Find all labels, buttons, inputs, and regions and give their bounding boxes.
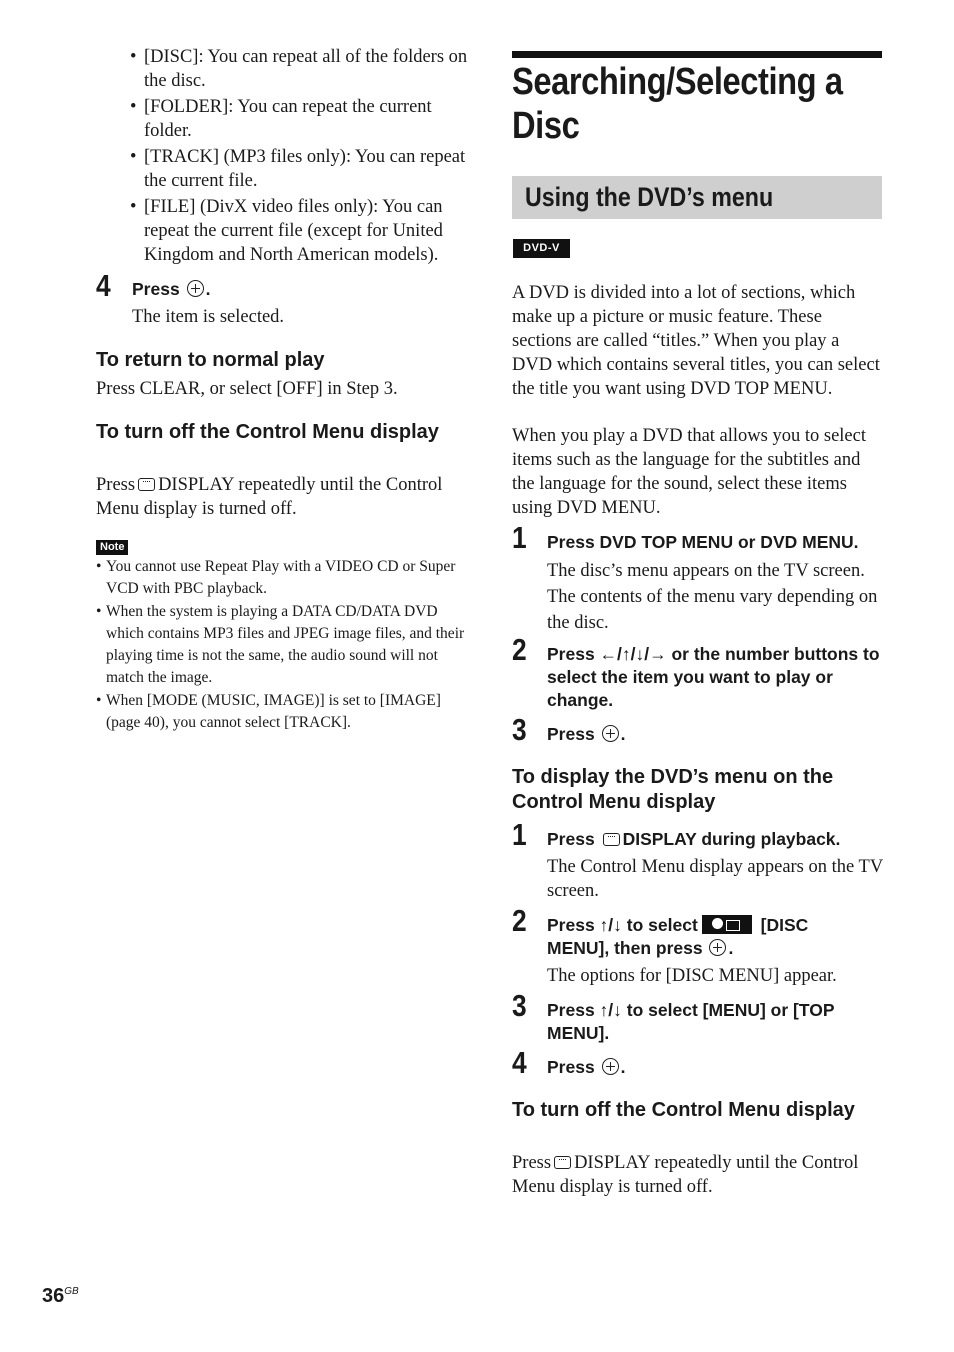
title-rule [512,51,882,58]
step-instruction: Press ↑/↓ to select [DISC MENU], then press . [547,915,809,958]
step-number: 4 [512,1045,527,1080]
note-item: • When [MODE (MUSIC, IMAGE)] is set to [IMAGE] (page 40), you cannot select [TRACK]. [96,690,468,734]
step-number: 3 [512,988,527,1023]
step-instruction: Press . [547,724,626,744]
bullet-text: [DISC]: You can repeat all of the folders on the disc. [144,47,468,91]
display-button-icon [554,1156,571,1169]
page-title: Searching/Selecting a Disc [512,61,843,147]
bullet-item: • [DISC]: You can repeat all of the folders on the disc. [130,45,470,93]
note-text: When the system is playing a DATA CD/DATA DVD which contains MP3 files and JPEG image files, and their playing time is not the same, the audio sound will not match the image. [106,603,465,686]
dvd-v-badge: DVD-V [513,239,570,258]
intro-paragraph: A DVD is divided into a lot of sections, which make up a picture or music feature. These sections are called “titles.” When you play a DVD which contains several titles, you can select the title you want using DVD TOP MENU. [512,283,880,399]
section-band [512,176,882,219]
bullet-item: • [FOLDER]: You can repeat the current folder. [130,95,470,143]
step-number: 2 [512,632,527,667]
step-result: The item is selected. [132,307,285,327]
intro-paragraph: When you play a DVD that allows you to select items such as the language for the subtitles and the language for the sound, select these items using DVD MENU. [512,426,866,518]
return-heading: To return to normal play [96,349,325,371]
bullet-item: • [TRACK] (MP3 files only): You can repeat the current file. [130,145,470,193]
display-button-icon [603,833,620,846]
step-number: 3 [512,712,527,747]
return-body: Press CLEAR, or select [OFF] in Step 3. [96,379,398,399]
step-number: 1 [512,520,527,555]
step-result: The disc’s menu appears on the TV screen. The contents of the menu vary depending on the disc. [547,561,878,633]
note-item: • You cannot use Repeat Play with a VIDEO CD or Super VCD with PBC playback. [96,556,468,600]
enter-button-icon [709,939,726,956]
turnoff-heading: To turn off the Control Menu display [512,1099,855,1121]
step-instruction: Press . [132,279,211,299]
step-number: 4 [96,268,111,303]
step-instruction: Press DVD TOP MENU or DVD MENU. [547,532,859,552]
turnoff-body: Press DISPLAY repeatedly until the Control Menu display is turned off. [512,1153,859,1197]
bullet-text: [TRACK] (MP3 files only): You can repeat the current file. [144,147,466,191]
turnoff-heading: To turn off the Control Menu display [96,421,439,443]
section-title: Using the DVD’s menu [525,182,774,212]
step-instruction: Press DISPLAY during playback. [547,829,841,849]
note-item: • When the system is playing a DATA CD/DATA DVD which contains MP3 files and JPEG image files, and their playing time is not the same, the audio sound will not match the image. [96,601,468,689]
step-instruction: Press ↑/↓ to select [MENU] or [TOP MENU]. [547,1000,835,1043]
display-menu-heading: To display the DVD’s menu on the Control Menu display [512,766,834,813]
enter-button-icon [602,1058,619,1075]
enter-button-icon [602,725,619,742]
bullet-item: • [FILE] (DivX video files only): You can repeat the current file (except for United Kingdom and North American models). [130,195,470,267]
note-label: Note [96,540,128,555]
disc-menu-icon [702,915,752,934]
turnoff-body: Press DISPLAY repeatedly until the Control Menu display is turned off. [96,475,443,519]
display-button-icon [138,478,155,491]
note-text: You cannot use Repeat Play with a VIDEO CD or Super VCD with PBC playback. [106,558,456,597]
enter-button-icon [187,280,204,297]
page-number: $36^{GB}$ [42,1285,79,1307]
step-number: 1 [512,817,527,852]
step-instruction: Press . [547,1057,626,1077]
bullet-text: [FOLDER]: You can repeat the current folder. [144,97,432,141]
step-result: The options for [DISC MENU] appear. [547,966,837,986]
step-number: 2 [512,903,527,938]
step-result: The Control Menu display appears on the TV screen. [547,857,883,901]
bullet-text: [FILE] (DivX video files only): You can repeat the current file (except for United Kingdom and North American models). [144,197,443,265]
note-text: When [MODE (MUSIC, IMAGE)] is set to [IMAGE] (page 40), you cannot select [TRACK]. [106,692,441,731]
step-instruction: Press ←/↑/↓/→ or the number buttons to select the item you want to play or change. [547,644,880,710]
